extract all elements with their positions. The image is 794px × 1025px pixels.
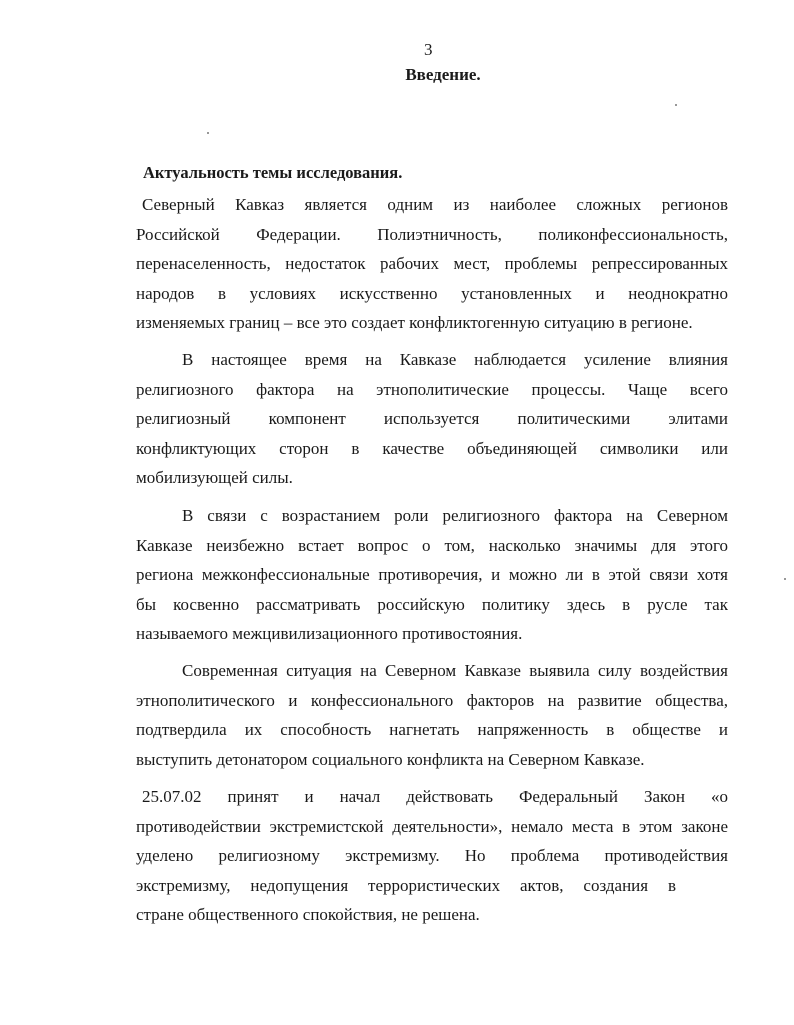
page-title: Введение. [405, 65, 481, 84]
paragraph-1 [136, 190, 728, 338]
page-number: 3 [424, 40, 433, 59]
scan-speck [675, 104, 677, 106]
paragraph-line: конфликтующих сторон в качестве объединяющей символики или [136, 438, 728, 458]
paragraph-line: экстремизму, недопущения террористических актов, создания в [136, 875, 676, 895]
section-heading: Актуальность темы исследования. [143, 163, 403, 182]
paragraph-line: религиозного фактора на этнополитические процессы. Чаще всего [136, 379, 728, 399]
paragraph-line: В связи с возрастанием роли религиозного фактора на Северном [182, 506, 728, 525]
paragraph-5 [136, 782, 728, 930]
paragraph-line: изменяемых границ – все это создает конфликтогенную ситуацию в регионе. [136, 313, 693, 332]
paragraph-line: бы косвенно рассматривать российскую политику здесь в русле так [136, 594, 728, 614]
paragraph-line: противодействии экстремистской деятельности», немало места в этом законе [136, 816, 728, 836]
paragraph-line: мобилизующей силы. [136, 468, 293, 487]
paragraph-line: Российской Федерации. Полиэтничность, поликонфессиональность, [136, 224, 728, 244]
paragraph-4 [136, 656, 728, 774]
paragraph-line: выступить детонатором социального конфликта на Северном Кавказе. [136, 749, 645, 769]
paragraph-line: народов в условиях искусственно установленных и неоднократно [136, 283, 728, 303]
paragraph-line: В настоящее время на Кавказе наблюдается усиление влияния [182, 350, 728, 369]
paragraph-line: уделено религиозному экстремизму. Но проблема противодействия [136, 846, 728, 865]
paragraph-line: Северный Кавказ является одним из наиболее сложных регионов [142, 195, 728, 214]
paragraph-line: Кавказе неизбежно встает вопрос о том, насколько значимы для этого [136, 535, 728, 555]
scan-speck [784, 578, 786, 580]
paragraph-line: стране общественного спокойствия, не решена. [136, 905, 480, 924]
paragraph-line: региона межконфессиональные противоречия, и можно ли в этой связи хотя [136, 565, 728, 584]
paragraph-2 [136, 345, 728, 493]
paragraph-line: называемого межцивилизационного противостояния. [136, 624, 523, 643]
paragraph-line: Современная ситуация на Северном Кавказе выявила силу воздействия [182, 661, 728, 680]
paragraph-line: подтвердила их способность нагнетать напряженность в обществе и [136, 720, 728, 739]
paragraph-line: перенаселенность, недостаток рабочих мест, проблемы репрессированных [136, 254, 728, 273]
scan-speck [207, 132, 209, 134]
paragraph-3 [136, 501, 728, 649]
paragraph-line: 25.07.02 принят и начал действовать Федеральный Закон «о [142, 787, 728, 806]
paragraph-line: этнополитического и конфессионального факторов на развитие общества, [136, 690, 728, 710]
paragraph-line: религиозный компонент используется политическими элитами [136, 409, 728, 428]
